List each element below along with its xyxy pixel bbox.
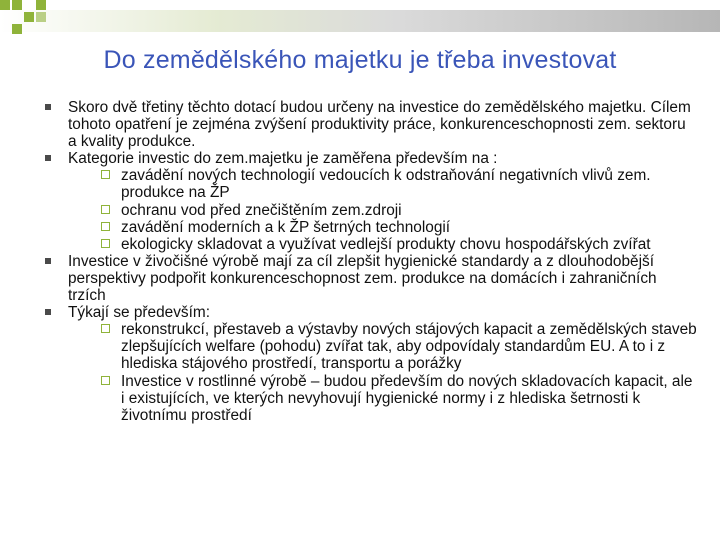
sub-bullet-text: ochranu vod před znečištěním zem.zdroji [121,201,402,219]
square-bullet-icon [45,258,51,264]
sub-bullet-text: ekologicky skladovat a využívat vedlejší produkty chovu hospodářských zvířat [121,235,651,253]
sub-bullet-item [58,167,698,201]
hollow-square-bullet-icon [101,324,110,333]
slide-title: Do zemědělského majetku je třeba investovat [103,46,617,74]
bullet-text: Kategorie investic do zem.majetku je zaměřena především na : [68,150,498,168]
hollow-square-bullet-icon [101,170,110,179]
header-decoration-band [0,10,720,32]
bullet-item [58,253,698,304]
bullet-item [58,99,698,150]
sub-bullet-item [58,321,698,372]
sub-bullet-text: zavádění nových technologií vedoucích k odstraňování negativních vlivů zem. produkce na ŽP [121,167,651,202]
square-bullet-icon [45,309,51,315]
bullet-item [58,304,698,321]
sub-bullet-text: zavádění moderních a k ŽP šetrných technologií [121,218,451,236]
sub-bullet-item [58,373,698,424]
square-bullet-icon [45,155,51,161]
bullet-item [58,150,698,167]
sub-bullet-item [58,202,698,219]
hollow-square-bullet-icon [101,222,110,231]
hollow-square-bullet-icon [101,376,110,385]
hollow-square-bullet-icon [101,239,110,248]
sub-bullet-text: rekonstrukcí, přestaveb a výstavby nových stájových kapacit a zemědělských staveb zlepšujících welfare (pohodu) zvířat tak, aby odpovídaly standardům EU. A to i z hlediska stájového prostředí, transportu a porážky [121,321,697,373]
sub-bullet-item [58,219,698,236]
sub-bullet-item [58,236,698,253]
bullet-text: Týkají se především: [68,304,210,322]
sub-bullet-text: Investice v rostlinné výrobě – budou především do nových skladovacích kapacit, ale i existujících, ve kterých nevyhovují hygienické normy i z hlediska šetrnosti k životnímu prostředí [121,372,693,424]
bullet-text: Skoro dvě třetiny těchto dotací budou určeny na investice do zemědělského majetku. Cílem tohoto opatření je zejména zvýšení produktivity práce, konkurenceschopnosti zem. sektoru a kvality produkce. [68,99,691,151]
slide-content [58,99,698,424]
corner-decoration [0,0,60,46]
square-bullet-icon [45,104,51,110]
bullet-text: Investice v živočišné výrobě mají za cíl zlepšit hygienické standardy a z dlouhodobější perspektivy podpořit konkurenceschopnost zem. produkce na domácích i zahraničních trzích [68,252,657,305]
hollow-square-bullet-icon [101,205,110,214]
